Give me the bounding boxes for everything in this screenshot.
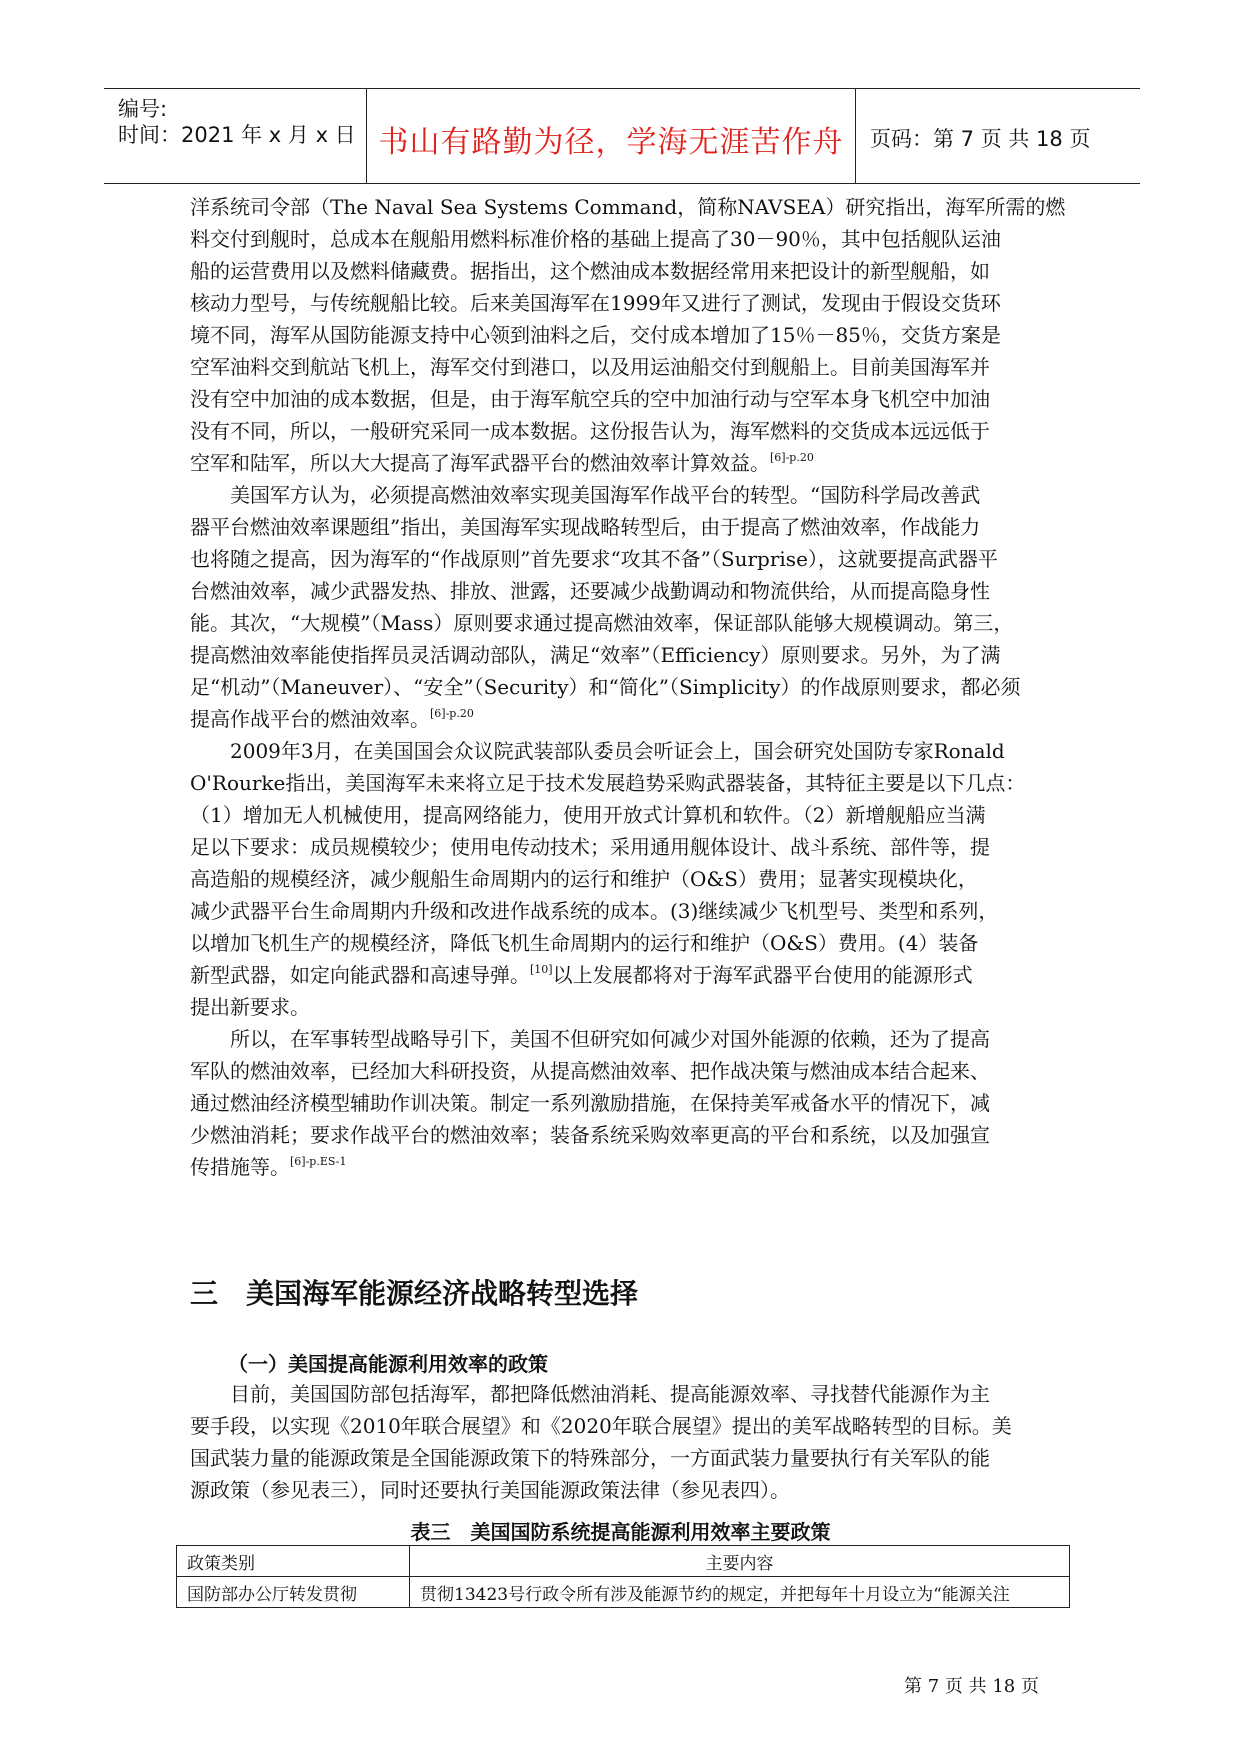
- table-row: [177, 1577, 1070, 1608]
- table-header-row: [177, 1546, 1070, 1577]
- paragraph-line: [190, 383, 990, 415]
- line-text: 新型武器，如定向能武器和高速导弹。: [190, 963, 530, 987]
- line-text: 少燃油消耗；要求作战平台的燃油效率；装备系统采购效率更高的平台和系统，以及加强宣: [190, 1123, 990, 1147]
- line-text: 提出新要求。: [190, 995, 310, 1019]
- paragraph-line: [190, 415, 990, 447]
- line-text: 空军和陆军，所以大大提高了海军武器平台的燃油效率计算效益。: [190, 451, 770, 475]
- line-text: 没有不同，所以，一般研究采同一成本数据。这份报告认为，海军燃料的交货成本远远低于: [190, 419, 990, 443]
- paragraph-line: [190, 735, 1005, 767]
- line-text: 台燃油效率，减少武器发热、排放、泄露，还要减少战勤调动和物流供给，从而提高隐身性: [190, 579, 990, 603]
- paragraph-line: [190, 863, 978, 895]
- page-header: [104, 88, 1140, 184]
- line-text: 提高作战平台的燃油效率。: [190, 707, 430, 731]
- paragraph-line: [190, 639, 1000, 671]
- header-time-label: 时间：2021 年 x 月 x 日: [118, 123, 356, 147]
- citation-ref: [6]-p.20: [430, 707, 474, 720]
- paragraph-line: [190, 607, 1013, 639]
- header-left-cell: [104, 89, 366, 183]
- paragraph-line: [190, 479, 980, 511]
- line-text: 船的运营费用以及燃料储藏费。据指出，这个燃油成本数据经常用来把设计的新型舰船，如: [190, 259, 990, 283]
- policy-table: [176, 1545, 1070, 1608]
- paragraph-line: [190, 703, 474, 735]
- paragraph-line: [190, 223, 1001, 255]
- header-page-label: 页码：第 7 页 共 18 页: [870, 127, 1091, 151]
- line-text: O'Rourke指出，美国海军未来将立足于技术发展趋势采购武器装备，其特征主要是以下几点：: [190, 771, 1026, 795]
- line-text: 核动力型号，与传统舰船比较。后来美国海军在1999年又进行了测试，发现由于假设交货环: [190, 291, 1001, 315]
- line-text: 2009年3月，在美国国会众议院武装部队委员会听证会上，国会研究处国防专家Ronald: [190, 739, 1005, 763]
- line-text: 足以下要求：成员规模较少；使用电传动技术；采用通用舰体设计、战斗系统、部件等，提: [190, 835, 990, 859]
- line-text: 减少武器平台生命周期内升级和改进作战系统的成本。(3)继续减少飞机型号、类型和系列，: [190, 899, 999, 923]
- line-text: 也将随之提高，因为海军的“作战原则”首先要求“攻其不备”（Surprise），这就要提高武器平: [190, 547, 998, 571]
- paragraph-line: [190, 959, 973, 991]
- paragraph-line: [190, 575, 990, 607]
- table-header-cell: 主要内容: [410, 1546, 1070, 1577]
- section-title: 三 美国海军能源经济战略转型选择: [190, 1277, 639, 1310]
- paragraph-line: [190, 895, 998, 927]
- line-text: 空军油料交到航站飞机上，海军交付到港口，以及用运油船交付到舰船上。目前美国海军并: [190, 355, 990, 379]
- paragraph-line: 国武装力量的能源政策是全国能源政策下的特殊部分，一方面武装力量要执行有关军队的能: [190, 1446, 990, 1470]
- line-text: 美国军方认为，必须提高燃油效率实现美国海军作战平台的转型。“国防科学局改善武: [190, 483, 981, 507]
- paragraph-line: [190, 991, 310, 1023]
- line-text: 军队的燃油效率，已经加大科研投资，从提高燃油效率、把作战决策与燃油成本结合起来、: [190, 1059, 990, 1083]
- line-text: 传措施等。: [190, 1155, 290, 1179]
- line-text: 料交付到舰时，总成本在舰船用燃料标准价格的基础上提高了30－90％，其中包括舰队运油: [190, 227, 1001, 251]
- paragraph-line: [190, 287, 1001, 319]
- line-text-continued: 以上发展都将对于海军武器平台使用的能源形式: [552, 963, 973, 987]
- line-text: 器平台燃油效率课题组”指出，美国海军实现战略转型后，由于提高了燃油效率，作战能力: [190, 515, 981, 539]
- paragraph-line: [190, 1151, 347, 1183]
- paragraph-line: [190, 191, 1065, 223]
- table-header-cell: 政策类别: [177, 1546, 410, 1577]
- table-cell: 贯彻13423号行政令所有涉及能源节约的规定，并把每年十月设立为“能源关注: [410, 1577, 1070, 1608]
- paragraph-line: [190, 351, 990, 383]
- page-footer: 第 7 页 共 18 页: [904, 1676, 1039, 1697]
- line-text: 所以，在军事转型战略导引下，美国不但研究如何减少对国外能源的依赖，还为了提高: [190, 1027, 990, 1051]
- table-caption: 表三 美国国防系统提高能源利用效率主要政策: [410, 1520, 831, 1544]
- subsection-title: （一）美国提高能源利用效率的政策: [228, 1352, 548, 1376]
- line-text: 高造船的规模经济，减少舰船生命周期内的运行和维护（O&S）费用；显著实现模块化，: [190, 867, 978, 891]
- table-cell: 国防部办公厅转发贯彻: [177, 1577, 410, 1608]
- line-text: 以增加飞机生产的规模经济，降低飞机生命周期内的运行和维护（O&S）费用。(4）装备: [190, 931, 979, 955]
- citation-ref: [6]-p.ES-1: [290, 1155, 347, 1168]
- header-motto-cell: [366, 89, 856, 183]
- line-text: 洋系统司令部（The Naval Sea Systems Command，简称NAVSEA）研究指出，海军所需的燃: [190, 195, 1066, 219]
- line-text: 境不同，海军从国防能源支持中心领到油料之后，交付成本增加了15％－85％，交货方案是: [190, 323, 1001, 347]
- line-text: 能。其次，“大规模”（Mass）原则要求通过提高燃油效率，保证部队能够大规模调动。第三，: [190, 611, 1014, 635]
- citation-ref: [6]-p.20: [770, 451, 814, 464]
- paragraph-line: [190, 799, 985, 831]
- paragraph-line: 要手段，以实现《2010年联合展望》和《2020年联合展望》提出的美军战略转型的目标。美: [190, 1414, 1012, 1438]
- line-text: 没有空中加油的成本数据，但是，由于海军航空兵的空中加油行动与空军本身飞机空中加油: [190, 387, 990, 411]
- paragraph-line: [190, 319, 1001, 351]
- paragraph-line: [190, 671, 1021, 703]
- header-motto: 书山有路勤为径，学海无涯苦作舟: [378, 125, 844, 160]
- paragraph-line: [190, 927, 978, 959]
- paragraph-line: 目前，美国国防部包括海军，都把降低燃油消耗、提高能源效率、寻找替代能源作为主: [190, 1382, 990, 1406]
- paragraph-line: [190, 1087, 990, 1119]
- line-text: 提高燃油效率能使指挥员灵活调动部队，满足“效率”（Efficiency）原则要求。另外，为了满: [190, 643, 1001, 667]
- paragraph-line: [190, 543, 998, 575]
- header-number-label: 编号:: [118, 97, 168, 121]
- citation-ref: [10]: [530, 963, 553, 976]
- paragraph-line: [190, 1055, 990, 1087]
- paragraph-line: [190, 831, 990, 863]
- paragraph-line: [190, 511, 980, 543]
- paragraph-line: [190, 767, 1025, 799]
- line-text: 足“机动”（Maneuver）、“安全”（Security）和“简化”（Simplicity）的作战原则要求，都必须: [190, 675, 1021, 699]
- line-text: （1）增加无人机械使用，提高网络能力，使用开放式计算机和软件。（2）新增舰船应当满: [190, 803, 986, 827]
- header-page-cell: [856, 89, 1140, 183]
- line-text: 通过燃油经济模型辅助作训决策。制定一系列激励措施，在保持美军戒备水平的情况下，减: [190, 1091, 990, 1115]
- paragraph-line: [190, 447, 814, 479]
- paragraph-line: [190, 1119, 990, 1151]
- paragraph-line: [190, 1023, 990, 1055]
- paragraph-line: 源政策（参见表三），同时还要执行美国能源政策法律（参见表四）。: [190, 1478, 790, 1502]
- paragraph-line: [190, 255, 990, 287]
